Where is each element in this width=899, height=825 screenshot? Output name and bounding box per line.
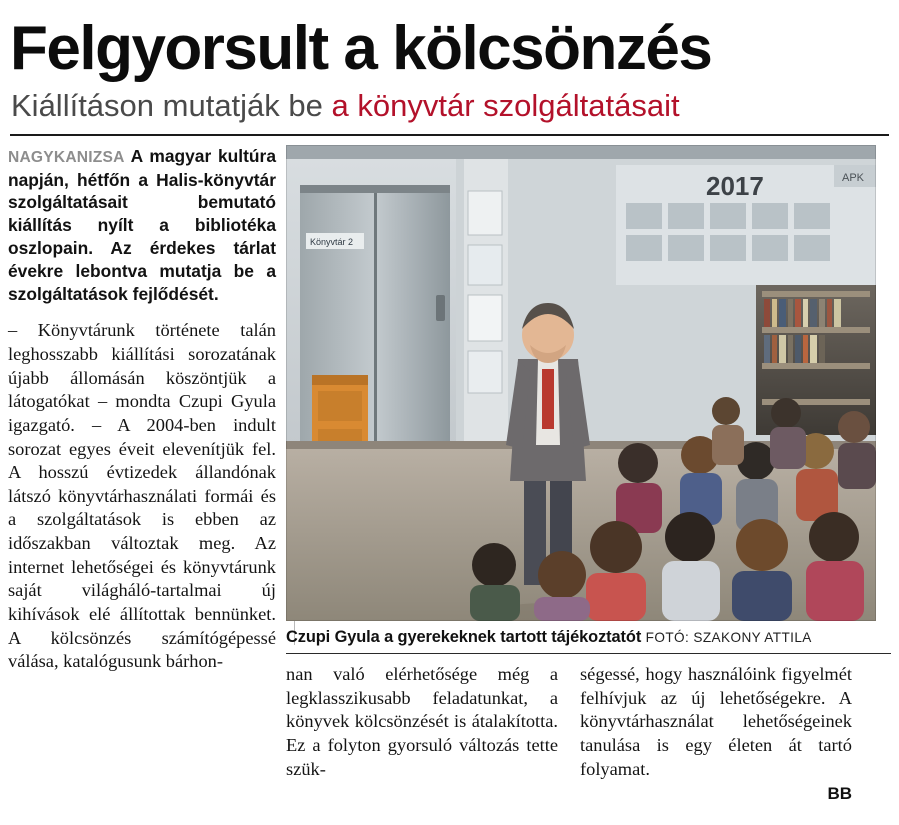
lead-text: A magyar kultúra napján, hétfőn a Halis-könyvtár szolgáltatásait bemutató kiállítás nyílt a bibliotéka oszlopain. Az érdekes tárlat évekre lebontva mutatja be a szolgáltatások fejlődését. bbox=[8, 146, 276, 304]
header-divider bbox=[10, 134, 889, 136]
subheadline bbox=[11, 89, 891, 123]
photo-illustration bbox=[286, 145, 876, 621]
body-column-2-text: nan való elérhetősége még a legklasszikusabb feladatunkat, a könyvek kölcsönzését is átalakította. Ez a folyton gyorsuló változás tette szük- bbox=[286, 664, 558, 779]
body-column-2 bbox=[286, 663, 558, 805]
svg-text:Könyvtár 2: Könyvtár 2 bbox=[310, 237, 354, 248]
byline: BB bbox=[827, 784, 852, 804]
article-photo bbox=[286, 145, 876, 621]
newspaper-page bbox=[0, 14, 899, 825]
photo-caption-text: Czupi Gyula a gyerekeknek tartott tájékoztatót bbox=[286, 628, 642, 647]
body-column-3-text: ségessé, hogy használóink figyelmét felhívjuk az új lehetőségekre. A könyvtárhasználat lehetőségeinek tanulása is egy életen át tartó folyamat. bbox=[580, 664, 852, 779]
body-column-3 bbox=[580, 663, 852, 805]
right-block bbox=[286, 145, 891, 805]
svg-text:APK: APK bbox=[842, 172, 865, 185]
subheadline-plain: Kiállításon mutatják be bbox=[11, 88, 332, 123]
subheadline-accent: a könyvtár szolgáltatásait bbox=[331, 88, 680, 123]
dateline: NAGYKANIZSA bbox=[8, 149, 125, 167]
page-title: Felgyorsult a kölcsönzés bbox=[10, 14, 712, 83]
body-column-1-text: – Könyvtárunk története talán leghosszabb kiállítási sorozatának újabb állomásán köszöntjük a látogatókat – mondta Czupi Gyula igazgató. – A 2004-ben indult sorozat egyes éveit elevenítjük fel. A hosszú évtizedek állandónak látszó könyvtárhasználati formái és a szolgáltatások is ebben az időszakban változtak meg. Az internet lehetőségei és könyvtárunk saját világháló-tartalmai új kihívások elé állítottak bennünket. A kölcsönzés számítógépessé válása, katalógusunk bárhon- bbox=[8, 320, 276, 672]
lead-paragraph bbox=[8, 145, 276, 305]
left-column bbox=[8, 145, 286, 674]
photo-credit: FOTÓ: SZAKONY ATTILA bbox=[645, 630, 812, 646]
svg-text:2017: 2017 bbox=[706, 171, 764, 202]
bottom-columns bbox=[286, 663, 891, 805]
caption-divider bbox=[286, 653, 891, 654]
article-body bbox=[8, 145, 891, 805]
body-column-1 bbox=[8, 319, 276, 674]
photo-caption bbox=[286, 628, 891, 647]
